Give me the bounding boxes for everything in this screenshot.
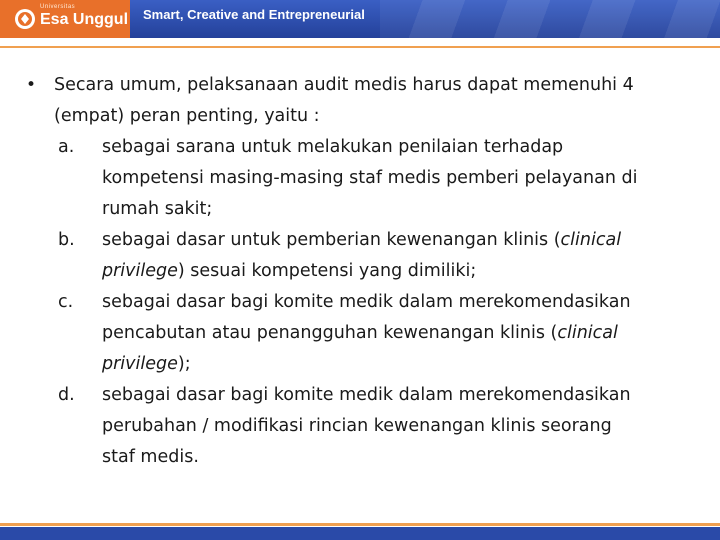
list-item-text-line — [102, 256, 706, 287]
logo — [0, 0, 130, 38]
header-bar — [0, 0, 720, 38]
list-item-text-line: sebagai sarana untuk melakukan penilaian terhadap — [102, 137, 564, 157]
logo-subtitle: Universitas — [40, 4, 76, 10]
list-item-text-line: rumah sakit; — [102, 199, 213, 219]
list-item-b — [26, 225, 706, 287]
list-item-text-line: sebagai dasar bagi komite medik dalam merekomendasikan — [102, 292, 631, 312]
text-segment: ); — [177, 354, 191, 374]
list-item-a — [26, 132, 706, 225]
list-item-text-line: perubahan / modifikasi rincian kewenangan klinis seorang — [102, 416, 612, 436]
text-segment: sebagai dasar untuk pemberian kewenangan klinis ( — [102, 230, 561, 250]
intro-text-line-2: (empat) peran penting, yaitu : — [54, 106, 320, 126]
italic-term: clinical — [560, 230, 622, 250]
bullet-paragraph — [26, 70, 706, 132]
list-item-text-line: sebagai dasar bagi komite medik dalam merekomendasikan — [102, 385, 631, 405]
list-item-letter: b. — [58, 230, 75, 250]
university-logo-icon — [14, 8, 36, 30]
footer-bar — [0, 527, 720, 540]
text-segment: ) sesuai kompetensi yang dimiliki; — [177, 261, 477, 281]
list-item-letter: a. — [58, 137, 75, 157]
list-item-c — [26, 287, 706, 380]
list-item-text-line — [102, 349, 706, 380]
header-divider — [0, 46, 720, 48]
bullet-icon: • — [26, 75, 37, 95]
text-segment: pencabutan atau penangguhan kewenangan klinis ( — [102, 323, 558, 343]
slide-content — [26, 70, 706, 473]
italic-term: privilege — [102, 354, 178, 374]
italic-term: clinical — [557, 323, 618, 343]
list-item-letter: c. — [58, 292, 74, 312]
header-tagline: Smart, Creative and Entrepreneurial — [143, 7, 365, 22]
italic-term: privilege — [102, 261, 178, 281]
list-item-text-line — [102, 318, 706, 349]
list-item-text-line — [102, 225, 706, 256]
intro-text-line-1: Secara umum, pelaksanaan audit medis harus dapat memenuhi 4 — [54, 75, 634, 95]
list-item-d — [26, 380, 706, 473]
footer-accent-line — [0, 523, 720, 526]
header-stripe-decoration — [380, 0, 720, 38]
list-item-text-line: staf medis. — [102, 447, 199, 467]
list-item-letter: d. — [58, 385, 75, 405]
logo-text: Esa Unggul — [40, 11, 129, 28]
list-item-text-line: kompetensi masing-masing staf medis pemberi pelayanan di — [102, 168, 638, 188]
